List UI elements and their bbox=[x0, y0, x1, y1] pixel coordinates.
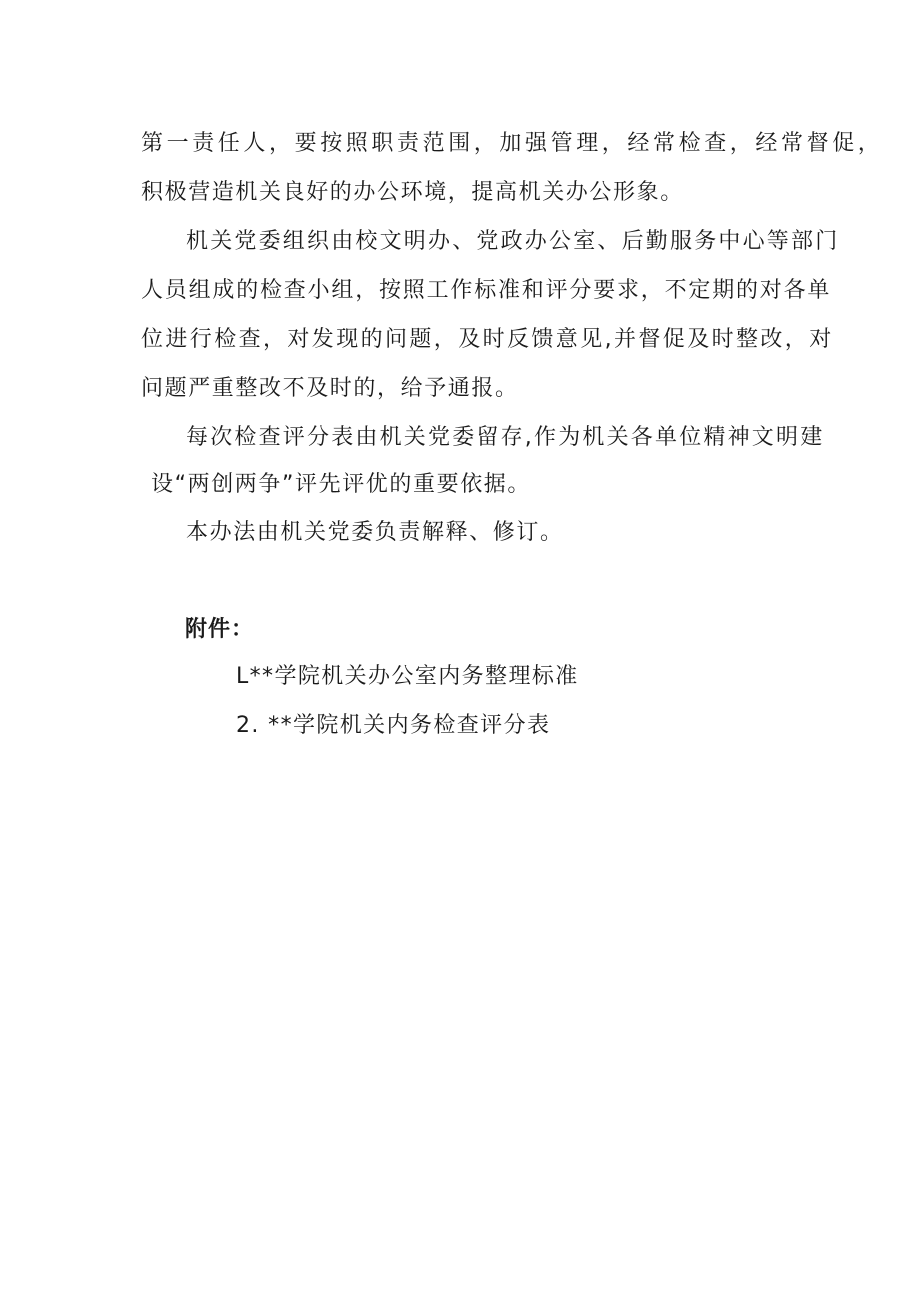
paragraph-line: 位进行检查，对发现的问题，及时反馈意见,并督促及时整改，对 bbox=[141, 327, 834, 352]
paragraph-line: 第一责任人，要按照职责范围，加强管理，经常检查，经常督促， bbox=[141, 131, 884, 156]
paragraph-line: 问题严重整改不及时的，给予通报。 bbox=[141, 376, 519, 401]
attachment-item: 2. **学院机关内务检查评分表 bbox=[236, 713, 551, 738]
paragraph-line: 机关党委组织由校文明办、党政办公室、后勤服务中心等部门 bbox=[186, 229, 840, 254]
paragraph-line: 积极营造机关良好的办公环境，提高机关办公形象。 bbox=[141, 180, 684, 205]
attachments-heading: 附件： bbox=[185, 617, 255, 642]
paragraph-line: 每次检查评分表由机关党委留存,作为机关各单位精神文明建 bbox=[186, 425, 825, 450]
attachment-item: L**学院机关办公室内务整理标准 bbox=[236, 664, 579, 689]
paragraph-line: 设“两创两争”评先评优的重要依据。 bbox=[151, 472, 531, 497]
paragraph-line: 人员组成的检查小组，按照工作标准和评分要求，不定期的对各单 bbox=[141, 278, 832, 303]
paragraph-line: 本办法由机关党委负责解释、修订。 bbox=[186, 520, 564, 545]
